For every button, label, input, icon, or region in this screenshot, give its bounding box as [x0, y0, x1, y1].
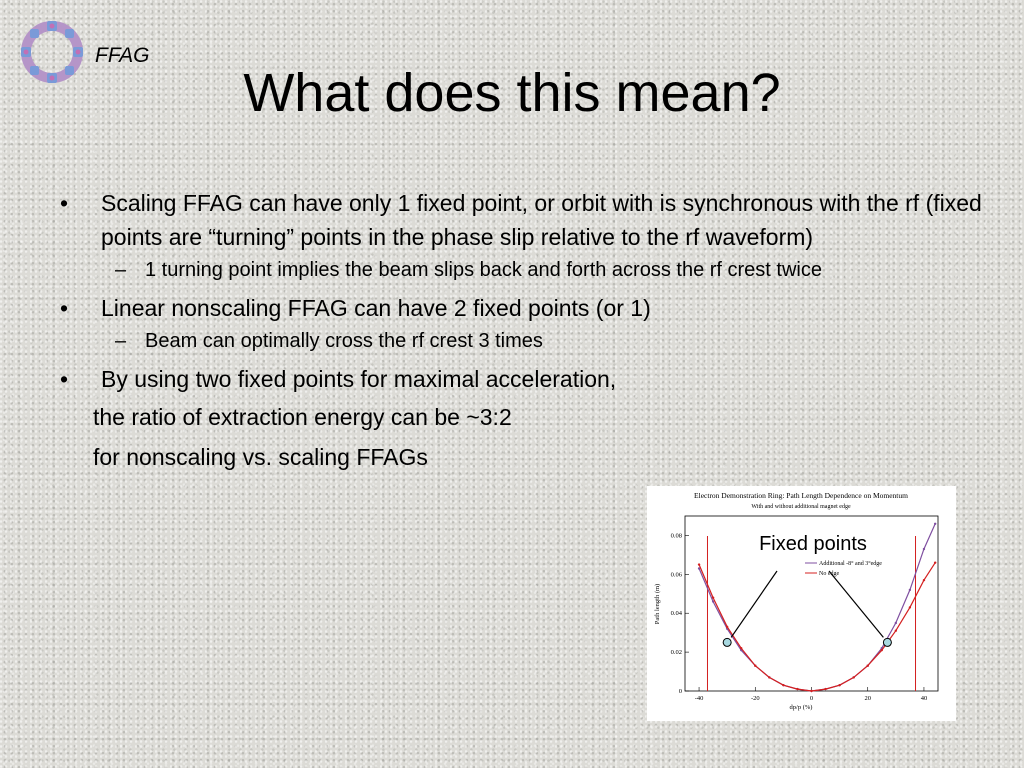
data-point: [838, 684, 840, 686]
data-point: [881, 649, 883, 651]
continuation-text: the ratio of extraction energy can be ~3:2: [93, 404, 512, 430]
y-tick-label: 0.02: [670, 649, 682, 657]
y-axis-label: Path length (m): [654, 583, 661, 625]
legend-label: Additional -8° and 3°edge: [819, 561, 882, 567]
fixed-point-marker: [723, 638, 731, 646]
bullet-text: By using two fixed points for maximal acceleration,: [101, 366, 617, 392]
fixed-point-marker: [883, 638, 891, 646]
data-point: [923, 548, 925, 550]
bullet-icon: •: [60, 190, 69, 216]
legend-label: No edge: [819, 571, 840, 577]
fixed-points-annotation: Fixed points: [759, 533, 867, 555]
brand-label: FFAG: [95, 44, 150, 67]
y-tick-label: 0.06: [670, 571, 682, 579]
x-tick-label: -20: [750, 695, 760, 702]
annotation-arrow: [829, 571, 883, 637]
bullet-item: [58, 291, 998, 325]
slide-content: [58, 186, 998, 480]
bullet-text: Scaling FFAG can have only 1 fixed point, or orbit with is synchronous with the rf (fixed points are “turning” points in the phase slip relative to the rf waveform): [101, 190, 982, 250]
chart-subtitle: With and without additional magnet edge: [751, 504, 851, 510]
data-point: [768, 676, 770, 678]
data-point: [909, 606, 911, 608]
bullet-text: Linear nonscaling FFAG can have 2 fixed points (or 1): [101, 295, 651, 321]
x-tick-label: 20: [864, 695, 871, 702]
chart-svg: [647, 486, 956, 721]
data-point: [782, 684, 784, 686]
sub-bullet-text: Beam can optimally cross the rf crest 3 times: [145, 330, 543, 352]
chart-title: Electron Demonstration Ring: Path Length Dependence on Momentum: [694, 491, 908, 500]
data-point: [895, 630, 897, 632]
series-line: [699, 563, 935, 691]
data-point: [726, 626, 728, 628]
bullet-icon: •: [60, 295, 69, 321]
sub-bullet-item: [58, 327, 998, 356]
x-tick-label: 40: [920, 695, 928, 702]
y-tick-label: 0.04: [670, 610, 682, 618]
data-point: [740, 647, 742, 649]
data-point: [923, 579, 925, 581]
data-point: [867, 665, 869, 667]
data-point: [824, 688, 826, 690]
data-point: [712, 596, 714, 598]
data-point: [698, 563, 700, 565]
y-tick-label: 0: [678, 688, 682, 695]
data-point: [934, 523, 936, 525]
continuation-text: for nonscaling vs. scaling FFAGs: [93, 444, 428, 470]
data-point: [909, 589, 911, 591]
data-point: [796, 688, 798, 690]
slide-title: What does this mean?: [243, 63, 781, 123]
dash-icon: –: [115, 330, 127, 352]
bullet-icon: •: [60, 366, 69, 392]
data-point: [895, 622, 897, 624]
x-tick-label: -40: [694, 695, 704, 702]
dash-icon: –: [115, 259, 127, 281]
path-length-chart: [647, 486, 956, 721]
x-axis-label: dp/p (%): [789, 704, 813, 711]
y-tick-label: 0.08: [670, 532, 682, 540]
bullet-item: [58, 186, 998, 254]
data-point: [934, 561, 936, 563]
data-point: [810, 690, 812, 692]
sub-bullet-text: 1 turning point implies the beam slips back and forth across the rf crest twice: [145, 259, 822, 281]
bullet-item: [58, 362, 998, 396]
sub-bullet-item: [58, 256, 998, 285]
data-point: [852, 676, 854, 678]
x-tick-label: 0: [809, 695, 814, 702]
annotation-arrow: [731, 571, 777, 637]
data-point: [754, 665, 756, 667]
